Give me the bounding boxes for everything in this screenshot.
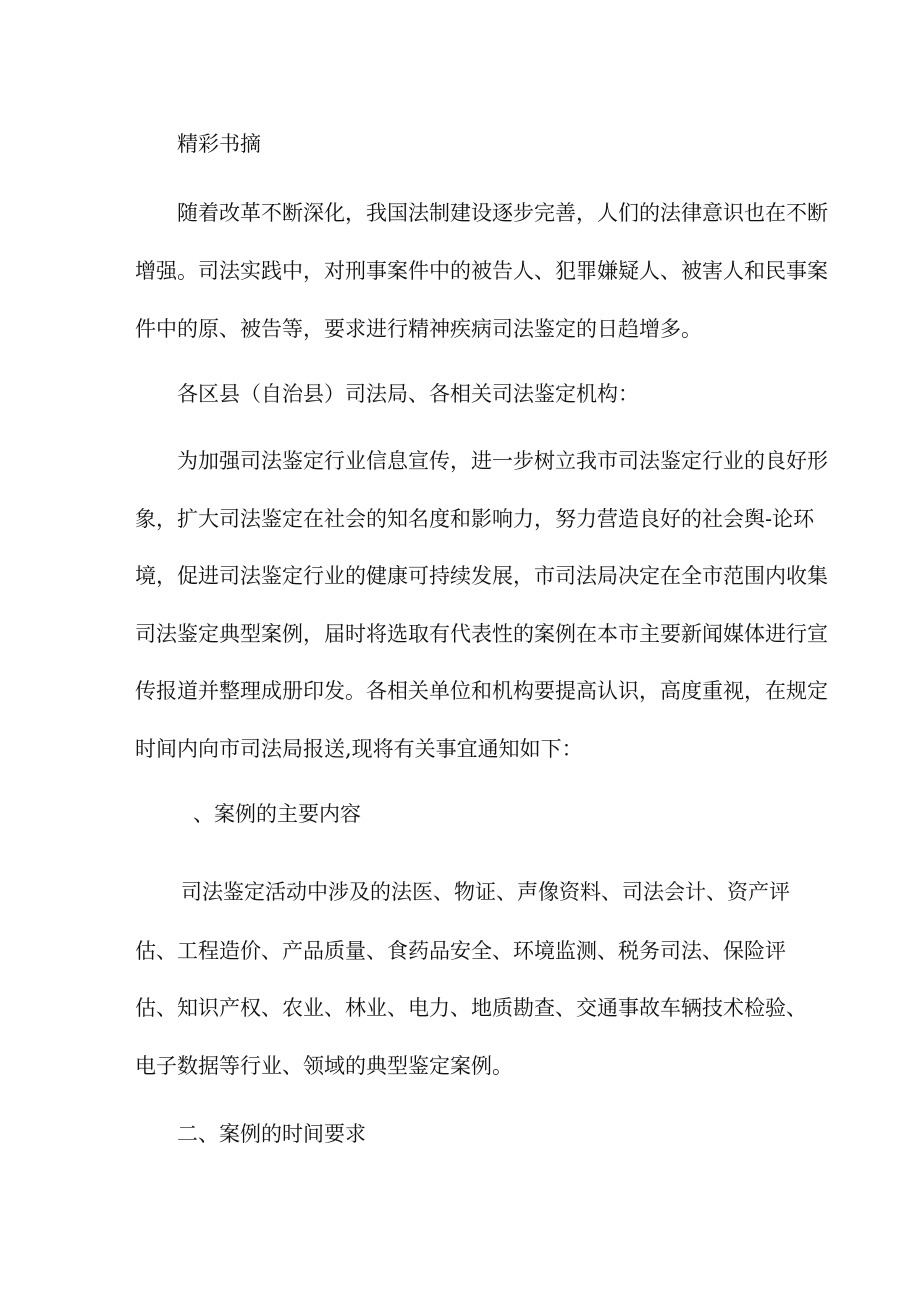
section-body-line: 估、工程造价、产品质量、食药品安全、环境监测、税务司法、保险评 <box>135 939 786 963</box>
notice-line: 为加强司法鉴定行业信息宣传，进一步树立我市司法鉴定行业的良好形 <box>177 449 828 473</box>
section-body-line: 电子数据等行业、领域的典型鉴定案例。 <box>135 1054 513 1078</box>
intro-line: 件中的原、被告等，要求进行精神疾病司法鉴定的日趋增多。 <box>135 317 702 341</box>
document-heading: 精彩书摘 <box>177 132 261 156</box>
intro-line: 增强。司法实践中，对刑事案件中的被告人、犯罪嫌疑人、被害人和民事案 <box>135 259 828 283</box>
notice-line: 境，促进司法鉴定行业的健康可持续发展，市司法局决定在全市范围内收集 <box>135 564 828 588</box>
salutation: 各区县（自治县）司法局、各相关司法鉴定机构： <box>177 382 639 406</box>
intro-line: 随着改革不断深化，我国法制建设逐步完善，人们的法律意识也在不断 <box>177 201 828 225</box>
section-title: 二、案例的时间要求 <box>177 1122 366 1146</box>
section-title: 、案例的主要内容 <box>193 802 361 826</box>
notice-line: 象，扩大司法鉴定在社会的知名度和影响力，努力营造良好的社会舆-论环 <box>135 507 815 531</box>
notice-line: 传报道并整理成册印发。各相关单位和机构要提高认识，高度重视，在规定 <box>135 679 828 703</box>
notice-line: 时间内向市司法局报送,现将有关事宜通知如下： <box>135 737 583 761</box>
section-body-line: 估、知识产权、农业、林业、电力、地质勘查、交通事故车辆技术检验、 <box>135 996 807 1020</box>
section-body-line: 司法鉴定活动中涉及的法医、物证、声像资料、司法会计、资产评 <box>181 880 790 904</box>
notice-line: 司法鉴定典型案例，届时将选取有代表性的案例在本市主要新闻媒体进行宣 <box>135 622 828 646</box>
